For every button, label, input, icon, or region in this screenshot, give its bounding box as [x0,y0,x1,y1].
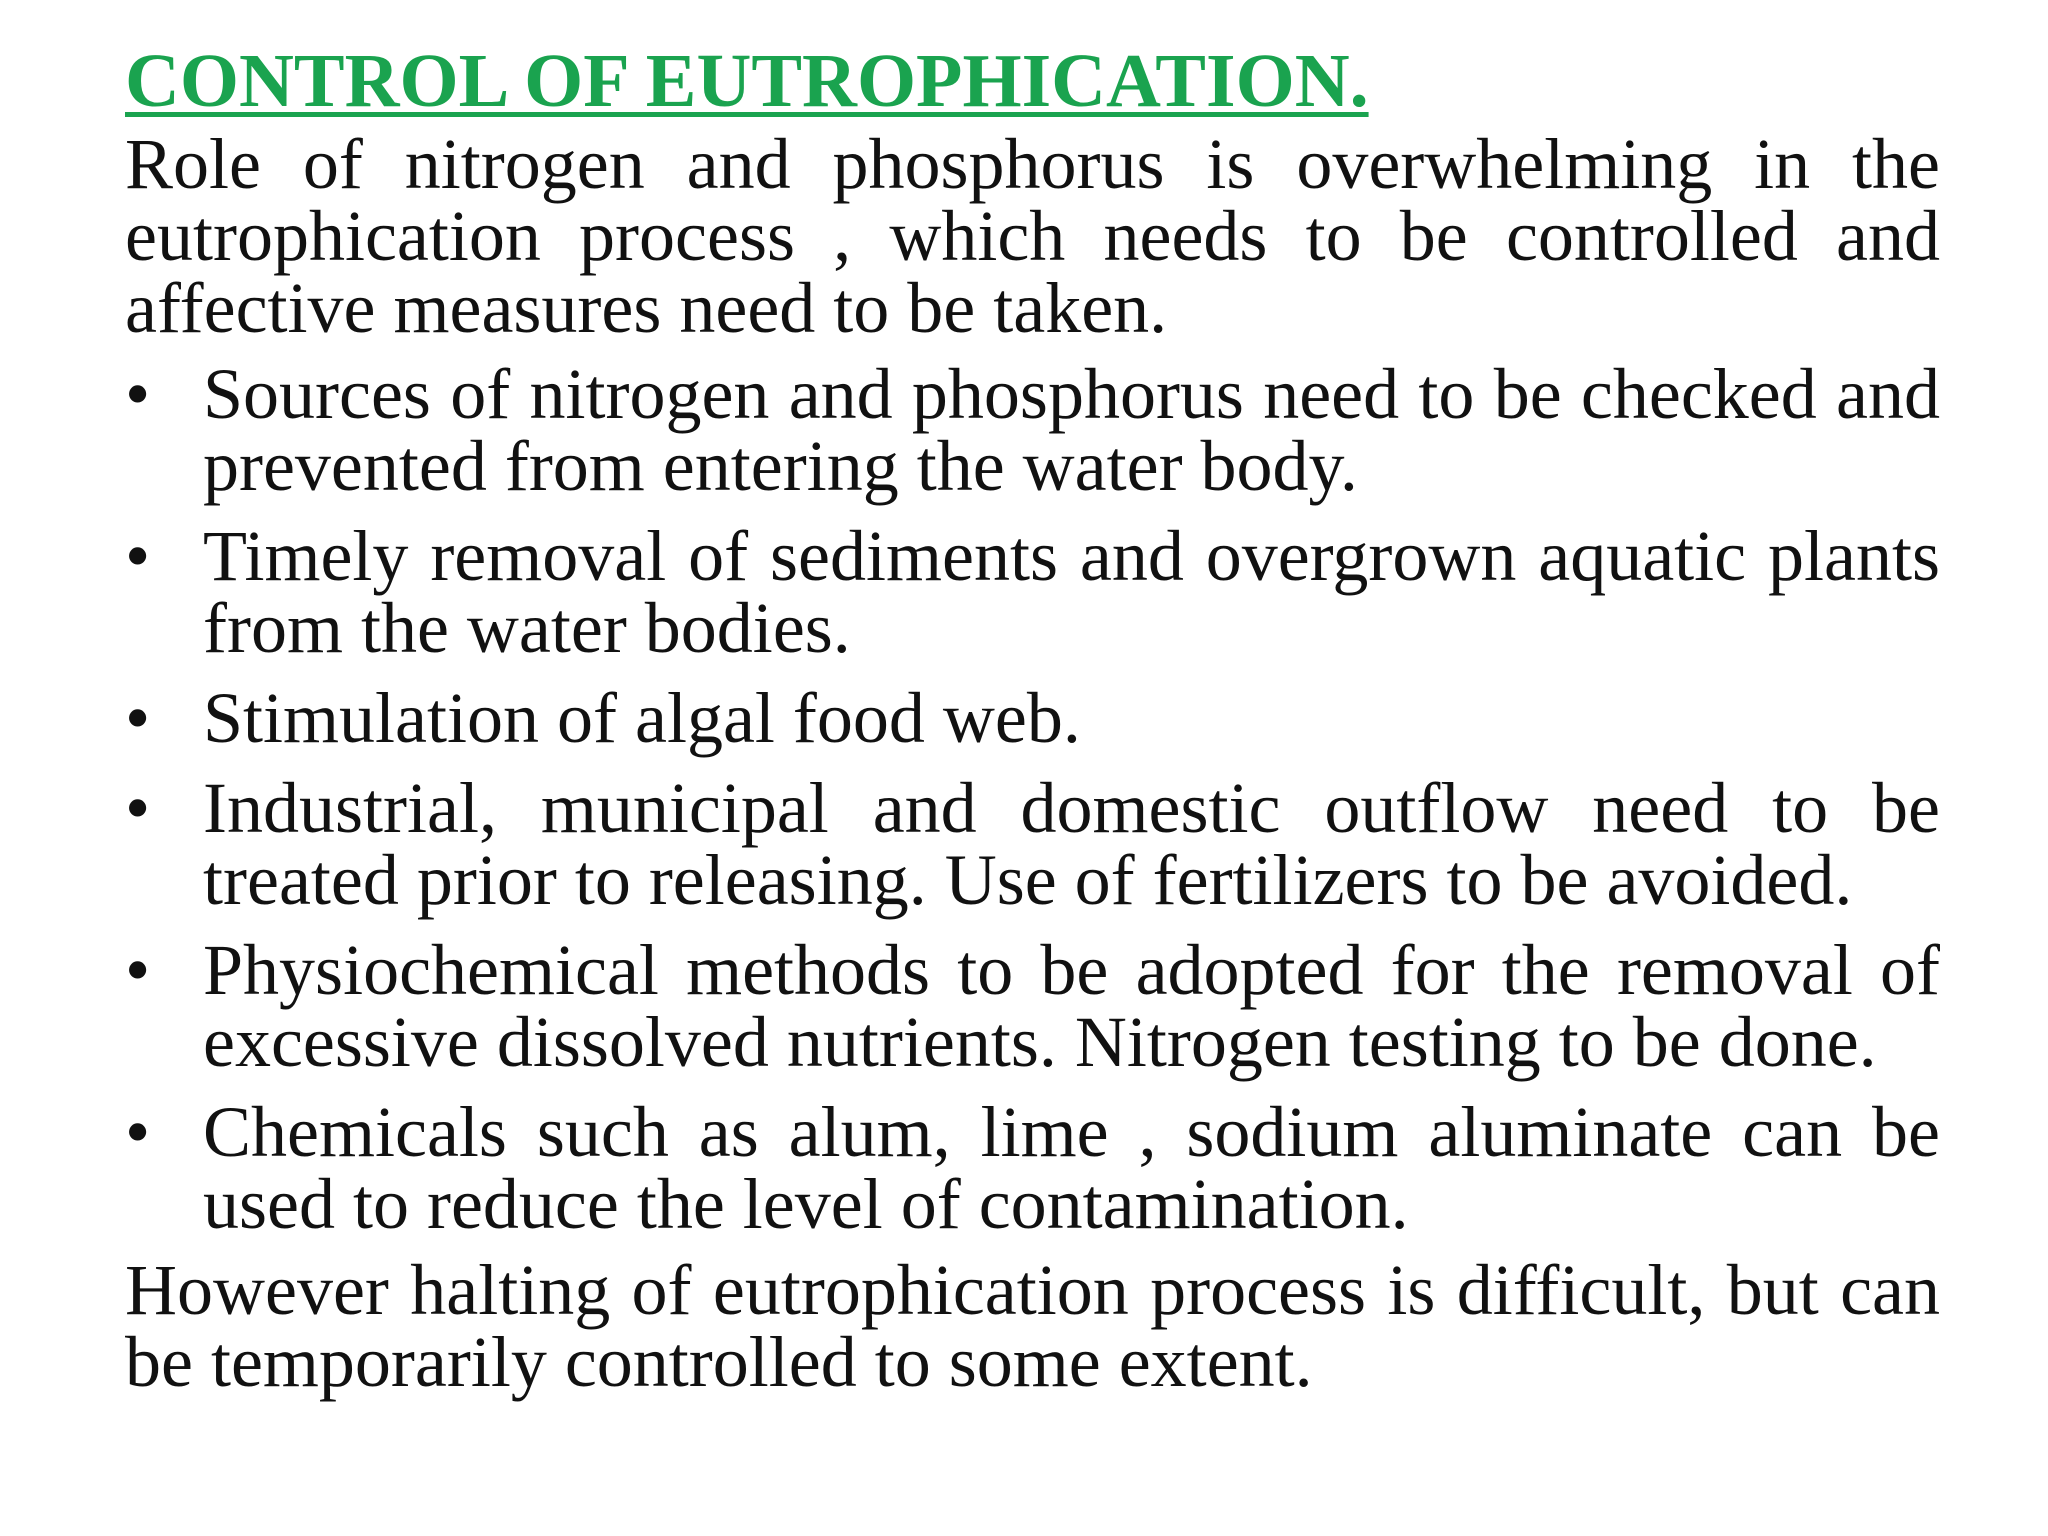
bullet-list [125,354,1940,1244]
list-item [125,930,1940,1082]
bullet-icon: • [125,930,151,1010]
list-item-text: Chemicals such as alum, lime , sodium aluminate can be used to reduce the level of contamination. [203,1092,1940,1244]
list-item [125,1092,1940,1244]
list-item-text: Physiochemical methods to be adopted for the removal of excessive dissolved nutrients. Nitrogen testing to be done. [203,930,1940,1082]
conclusion-paragraph: However halting of eutrophication process is difficult, but can be temporarily controlled to some extent. [125,1250,1940,1402]
list-item-text: Industrial, municipal and domestic outflow need to be treated prior to releasing. Use of fertilizers to be avoided. [203,768,1940,920]
bullet-icon: • [125,354,151,434]
intro-paragraph: Role of nitrogen and phosphorus is overwhelming in the eutrophication process , which needs to be controlled and affective measures need to be taken. [125,124,1940,348]
bullet-icon: • [125,678,151,758]
list-item [125,768,1940,920]
list-item [125,516,1940,668]
bullet-icon: • [125,1092,151,1172]
list-item-text: Sources of nitrogen and phosphorus need to be checked and prevented from entering the water body. [203,354,1940,506]
list-item-text: Stimulation of algal food web. [203,678,1081,758]
slide-content [125,38,1940,1402]
bullet-icon: • [125,768,151,848]
list-item-text: Timely removal of sediments and overgrown aquatic plants from the water bodies. [203,516,1940,668]
list-item [125,678,1940,758]
list-item [125,354,1940,506]
slide-title: CONTROL OF EUTROPHICATION. [125,39,1369,123]
bullet-icon: • [125,516,151,596]
